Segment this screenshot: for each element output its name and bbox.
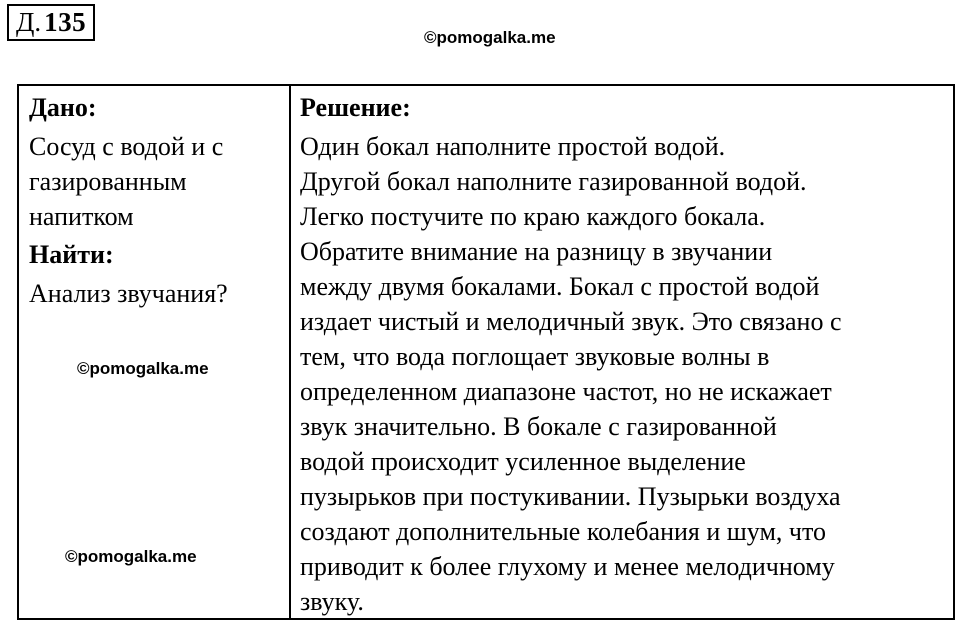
given-line: напитком [29,202,134,231]
solution-line: звук значительно. В бокале с газированной [300,412,777,441]
task-prefix: Д. [16,7,42,37]
solution-line: создают дополнительные колебания и шум, что [300,517,826,546]
solution-table [17,84,955,620]
watermark-bottom: ©pomogalka.me [65,547,197,566]
task-number: 135 [44,7,87,37]
solution-line: Один бокал наполните простой водой. [300,132,726,161]
solution-line: Другой бокал наполните газированной водой. [300,167,807,196]
solution-line: водой происходит усиленное выделение [300,447,746,476]
task-number-label [7,4,95,41]
solution-column [300,90,952,619]
given-line: Сосуд с водой и с [29,132,224,161]
solution-line: издает чистый и мелодичный звук. Это связано с [300,307,842,336]
column-divider [289,86,291,618]
watermark-top: ©pomogalka.me [424,28,556,47]
solution-line: Обратите внимание на разницу в звучании [300,237,773,266]
solution-line: пузырьков при постукивании. Пузырьки воздуха [300,482,841,511]
solution-line: тем, что вода поглощает звуковые волны в [300,342,770,371]
given-heading: Дано: [29,93,97,122]
solution-line: между двумя бокалами. Бокал с простой водой [300,272,820,301]
solution-line: приводит к более глухому и менее мелодичному [300,552,835,581]
watermark-middle: ©pomogalka.me [77,359,209,378]
solution-line: Легко постучите по краю каждого бокала. [300,202,766,231]
solution-heading: Решение: [300,93,411,122]
given-line: газированным [29,167,187,196]
solution-line: звуку. [300,587,364,616]
given-column [29,90,281,311]
find-text: Анализ звучания? [29,279,228,308]
solution-line: определенном диапазоне частот, но не искажает [300,377,832,406]
find-heading: Найти: [29,240,114,269]
